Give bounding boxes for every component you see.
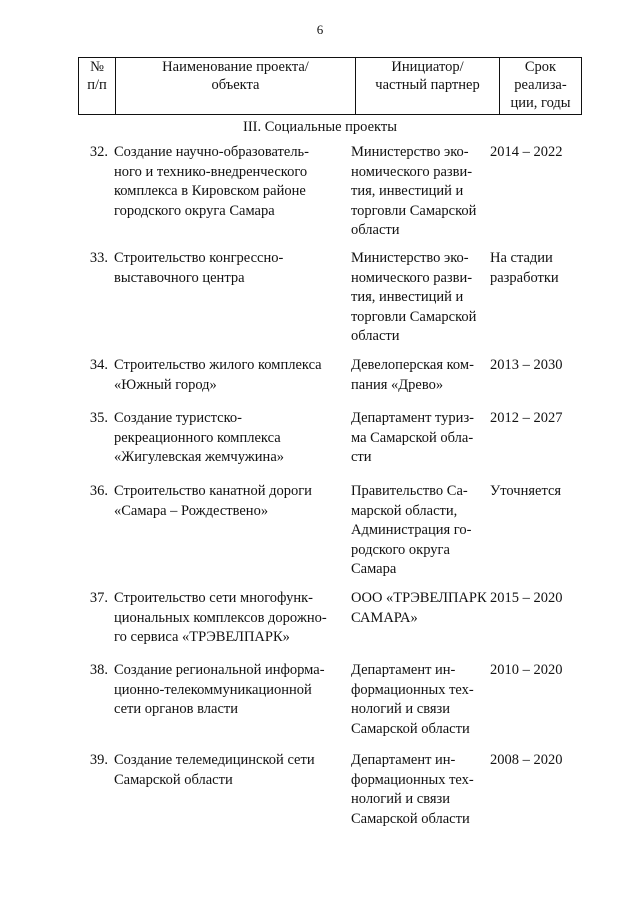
project-name-line: выставочного центра	[114, 269, 245, 286]
initiator-line: Министерство эко-	[351, 250, 469, 266]
header-term-line-3: ции, годы	[510, 95, 571, 111]
initiator	[351, 482, 489, 580]
project-name	[114, 356, 346, 395]
initiator	[351, 143, 489, 241]
initiator	[351, 751, 489, 829]
initiator-line: сти	[351, 449, 372, 465]
term-line: разработки	[490, 269, 559, 286]
initiator-line: области	[351, 222, 400, 238]
project-name	[114, 589, 346, 648]
term-line: На стадии	[490, 250, 553, 266]
project-name	[114, 661, 346, 720]
row-number: 38.	[89, 662, 108, 678]
initiator-line: номического разви-	[351, 269, 473, 286]
project-name-line: «Южный город»	[114, 376, 217, 393]
initiator-line: Девелоперская ком-	[351, 357, 474, 373]
initiator-line: области	[351, 328, 400, 344]
initiator-line: тия, инвестиций и	[351, 289, 464, 305]
header-name-line-2: объекта	[211, 77, 260, 93]
project-name-line: Строительство сети многофунк-	[114, 590, 313, 606]
project-name-line: циональных комплексов дорожно-	[114, 609, 327, 626]
initiator-line: нологий и связи	[351, 791, 451, 807]
project-name	[114, 482, 346, 521]
term-line: 2014 – 2022	[490, 144, 563, 160]
initiator-line: номического разви-	[351, 163, 473, 180]
project-name-line: Строительство жилого комплекса	[114, 357, 322, 373]
project-name-line: ционно-телекоммуникационной	[114, 681, 312, 698]
header-term-line-1: Срок	[524, 59, 557, 75]
header-number-cell	[79, 58, 116, 115]
header-term-cell	[500, 58, 582, 115]
project-name-line: Создание туристско-	[114, 410, 242, 426]
section-title: III. Социальные проекты	[243, 119, 397, 135]
project-name-line: сети органов власти	[114, 701, 238, 717]
page-number: 6	[316, 22, 324, 37]
header-number-line-1: №	[90, 59, 104, 75]
initiator-line: Правительство Са-	[351, 483, 468, 499]
project-name	[114, 143, 346, 221]
header-initiator-line-2: частный партнер	[375, 77, 480, 93]
row-number: 35.	[89, 410, 108, 426]
initiator-line: Самарской области	[351, 810, 470, 827]
initiator	[351, 661, 489, 739]
row-number: 39.	[89, 752, 108, 768]
project-name	[114, 751, 346, 790]
project-name-line: ного и технико-внедренческого	[114, 163, 308, 180]
header-name-line-1: Наименование проекта/	[162, 59, 309, 75]
initiator-line: Департамент ин-	[351, 662, 456, 678]
term	[490, 409, 575, 429]
header-initiator-cell	[356, 58, 500, 115]
term-line: 2013 – 2030	[490, 357, 563, 373]
row-number: 33.	[89, 250, 108, 266]
project-name-line: Создание региональной информа-	[114, 662, 325, 678]
initiator	[351, 356, 489, 395]
project-name-line: Строительство канатной дороги	[114, 483, 312, 499]
project-name-line: комплекса в Кировском районе	[114, 183, 306, 199]
term	[490, 356, 575, 376]
project-name-line: Самарской области	[114, 771, 233, 788]
table-header	[78, 57, 582, 115]
project-name-line: го сервиса «ТРЭВЕЛПАРК»	[114, 629, 290, 645]
initiator-line: ма Самарской обла-	[351, 429, 474, 446]
initiator-line: Министерство эко-	[351, 144, 469, 160]
term-line: 2010 – 2020	[490, 662, 563, 678]
initiator-line: торговли Самарской	[351, 308, 477, 325]
project-name-line: «Жигулевская жемчужина»	[114, 449, 284, 465]
term	[490, 143, 575, 163]
header-name-cell	[116, 58, 356, 115]
project-name-line: Строительство конгрессно-	[114, 250, 284, 266]
initiator-line: ООО «ТРЭВЕЛПАРК	[351, 590, 487, 606]
project-name-line: рекреационного комплекса	[114, 429, 281, 446]
term	[490, 751, 575, 771]
header-number-line-2: п/п	[87, 77, 107, 93]
term-line: 2015 – 2020	[490, 590, 563, 606]
project-name	[114, 409, 346, 468]
initiator	[351, 409, 489, 468]
row-number: 34.	[89, 357, 108, 373]
project-name	[114, 249, 346, 288]
initiator-line: пания «Древо»	[351, 376, 444, 393]
initiator-line: формационных тех-	[351, 771, 474, 788]
initiator-line: родского округа	[351, 541, 450, 558]
term-line: Уточняется	[490, 483, 562, 499]
row-number: 36.	[89, 483, 108, 499]
initiator-line: Администрация го-	[351, 522, 472, 538]
row-number: 32.	[89, 144, 108, 160]
initiator-line: САМАРА»	[351, 609, 418, 626]
header-initiator-line-1: Инициатор/	[391, 59, 464, 75]
term	[490, 249, 575, 288]
term-line: 2008 – 2020	[490, 752, 563, 768]
initiator-line: Самара	[351, 561, 397, 577]
initiator-line: торговли Самарской	[351, 202, 477, 219]
initiator-line: марской области,	[351, 502, 458, 519]
initiator-line: Департамент туриз-	[351, 410, 475, 426]
initiator-line: тия, инвестиций и	[351, 183, 464, 199]
term-line: 2012 – 2027	[490, 410, 563, 426]
initiator-line: Самарской области	[351, 720, 470, 737]
initiator	[351, 249, 489, 347]
project-name-line: Создание научно-образователь-	[114, 144, 309, 160]
term	[490, 661, 575, 681]
initiator	[351, 589, 489, 628]
project-name-line: Создание телемедицинской сети	[114, 752, 315, 768]
initiator-line: нологий и связи	[351, 701, 451, 717]
project-name-line: «Самара – Рождествено»	[114, 502, 269, 519]
initiator-line: Департамент ин-	[351, 752, 456, 768]
initiator-line: формационных тех-	[351, 681, 474, 698]
term	[490, 482, 575, 502]
term	[490, 589, 575, 609]
project-name-line: городского округа Самара	[114, 202, 275, 219]
row-number: 37.	[89, 590, 108, 606]
header-term-line-2: реализа-	[514, 77, 567, 93]
